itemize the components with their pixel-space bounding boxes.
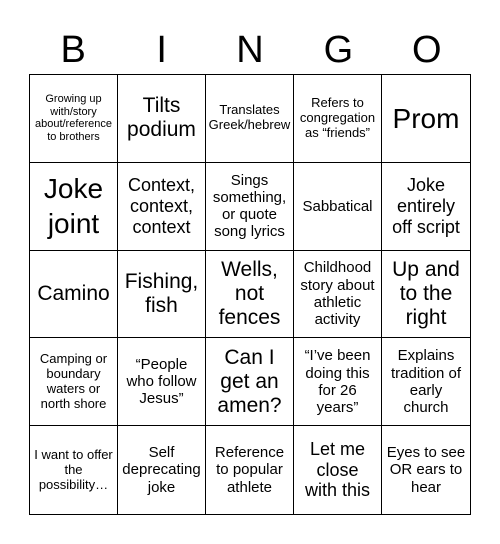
bingo-cell-b1[interactable]: Growing up with/story about/reference to brothers [30,75,118,163]
bingo-cell-g2[interactable]: Sabbatical [294,163,382,251]
bingo-cell-o4[interactable]: Explains tradition of early church [382,338,470,426]
bingo-cell-b3[interactable]: Camino [30,251,118,339]
header-letter-i: I [156,29,167,71]
bingo-cell-g3[interactable]: Childhood story about athletic activity [294,251,382,339]
bingo-cell-g4[interactable]: “I’ve been doing this for 26 years” [294,338,382,426]
bingo-cell-i3[interactable]: Fishing, fish [118,251,206,339]
bingo-cell-n5[interactable]: Reference to popular athlete [206,426,294,514]
bingo-cell-o3[interactable]: Up and to the right [382,251,470,339]
bingo-cell-n1[interactable]: Translates Greek/hebrew [206,75,294,163]
bingo-cell-b5[interactable]: I want to offer the possibility… [30,426,118,514]
bingo-cell-n4[interactable]: Can I get an amen? [206,338,294,426]
header-letter-o: O [412,29,442,71]
header-letter-g: G [323,29,354,71]
bingo-cell-g1[interactable]: Refers to congregation as “friends” [294,75,382,163]
bingo-cell-n3[interactable]: Wells, not fences [206,251,294,339]
bingo-grid [29,74,471,515]
bingo-cell-n2[interactable]: Sings something, or quote song lyrics [206,163,294,251]
bingo-cell-b4[interactable]: Camping or boundary waters or north shore [30,338,118,426]
bingo-cell-o1[interactable]: Prom [382,75,470,163]
bingo-cell-i4[interactable]: “People who follow Jesus” [118,338,206,426]
bingo-cell-b2[interactable]: Joke joint [30,163,118,251]
bingo-cell-i5[interactable]: Self deprecating joke [118,426,206,514]
bingo-cell-o2[interactable]: Joke entirely off script [382,163,470,251]
bingo-header [29,26,471,74]
header-letter-b: B [60,29,86,71]
header-letter-n: N [236,29,264,71]
bingo-cell-i1[interactable]: Tilts podium [118,75,206,163]
bingo-cell-g5[interactable]: Let me close with this [294,426,382,514]
bingo-cell-i2[interactable]: Context, context, context [118,163,206,251]
bingo-cell-o5[interactable]: Eyes to see OR ears to hear [386,444,466,496]
